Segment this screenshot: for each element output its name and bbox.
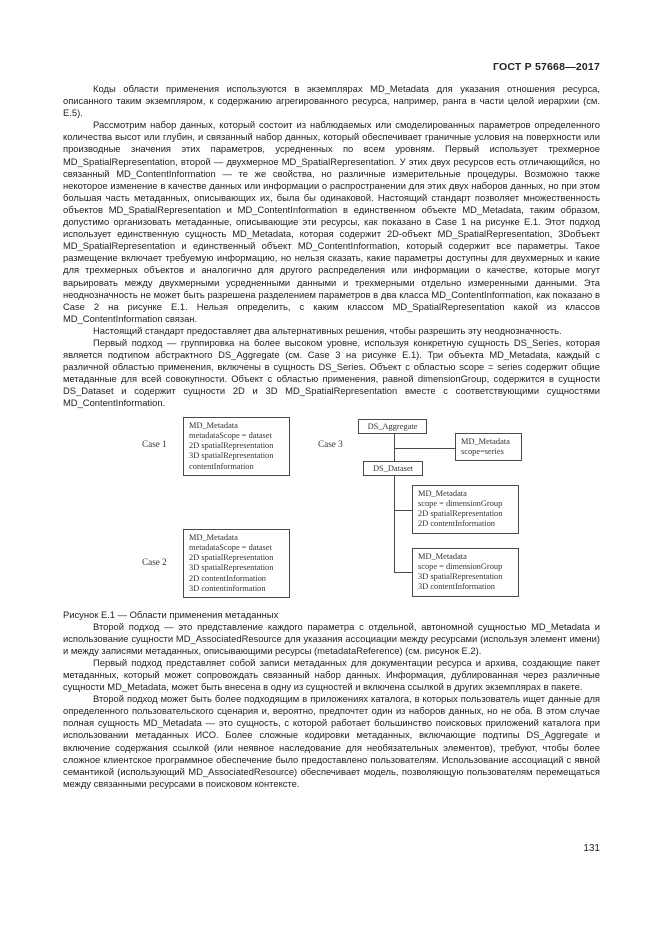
dim2d-box (412, 485, 519, 534)
box-line: 3D spatialRepresentation (189, 563, 274, 573)
paragraph: Первый подход представляет собой записи метаданных для документации ресурса и архива, создающие пакет метаданных, который может сопровождать связанный набор данных. Информация, дублированная через различные сущности MD_Metadata, может быть внесена в одну из сущностей и включена ссылкой в других экземплярах в пакете. (63, 656, 600, 693)
paragraph: Коды области применения используются в экземплярах MD_Metadata для указания отношения ресурса, описанного таким экземпляром, к содержанию агрегированного ресурса, например, ранга в части целой иерархии (см. Е.5). (63, 83, 600, 119)
box-line: MD_Metadata (189, 420, 238, 430)
box-line: 3D spatialRepresentation (189, 451, 274, 461)
box-line: 2D spatialRepresentation (418, 509, 503, 519)
paragraph: Второй подход — это представление каждого параметра с отдельной, автономной сущностью MD_Metadata и использование сущности MD_AssociatedResource для указания ассоциации между ресурсами (используя элемент имени) и между записями метаданных, описывающими ресурсы (metadataReference) (см. рисунок Е.2). (63, 620, 600, 656)
paragraph: Рассмотрим набор данных, который состоит из наблюдаемых или смоделированных параметров определенного количества высот или глубин, и связанный набор данных, который обеспечивает граничные условия на поверхности или производные значения этих параметров, усредненных по всем уровням. Первый использует трехмерное MD_SpatialRepresentation, второй — двухмерное MD_SpatialRepresentation. У этих двух ресурсов есть отличающийся, но связанный MD_ContentInformation — те же свойства, но различные измерительные процедуры. Возможно также некоторое изменение в качестве данных или информации о распространении для этих двух наборов данных, но при этом большая часть метаданных, описывающих их, была бы одинаковой. Настоящий стандарт позволяет множественность объектов MD_SpatialRepresentation и MD_ContentInformation в единственном объекте MD_Metadata, таким образом, допустимо организовать метаданные, описывающие эти ресурсы, как показано в Case 1 на рисунке Е.1. Этот подход использует единственную сущность MD_Metadata, которая содержит 2D-объект MD_SpatialRepresentation, 3Dобъект MD_SpatialRepresentation и единственный объект MD_ContentInformation, который содержит все параметры. Такое размещение включает требуемую информацию, но нельзя сказать, какие параметры доступны для двухмерных и какие для трехмерных объектов и аналогично для другого распределения или информации о качестве, которые могут варьировать между двухмерными усредненными данными и трехмерными отдельно измеренными данными. Эта неоднозначность не может быть разрешена разделением параметров в два класса MD_ContentInformation, как показано в Case 2 на рисунке Е.1. Нельзя определить, с каким классом MD_SpatialRepresentation какой из классов MD_ContentInformation связан. (63, 119, 600, 324)
case2-label: Case 2 (142, 556, 167, 567)
paragraph: Второй подход может быть более подходящим в приложениях каталога, в которых пользователь ищет данные для определенного пользовательского сценария и, вероятно, предпочтет один из наборов данных, но не оба. В этом случае полная сущность MD_Metadata — это сущность, с которой работает большинство поисковых приложений каталога при использовании метаданных ИСО. Более сложные кодировки метаданных, включающие подтипы DS_Aggregate и включение содержания ссылкой (или неявное наследование для необязательных элементов), требуют, чтобы более сложное клиентское программное обеспечение было предоставлено пользователям. Использование ассоциаций с явной семантикой (использующий MD_AssociatedResource) обеспечивает модель, позволяющую пользователям перемещаться между связанными ресурсами в поисковом контексте. (63, 693, 600, 789)
box-line: 3D contentInformation (418, 582, 495, 592)
case2-box (183, 529, 290, 599)
box-line: 3D spatialRepresentation (418, 572, 503, 582)
box-line: scope = dimensionGroup (418, 498, 503, 508)
box-line: MD_Metadata (461, 436, 510, 446)
figure-caption: Рисунок Е.1 — Области применения метаданных (63, 608, 279, 620)
ds-aggregate-box: DS_Aggregate (358, 419, 427, 434)
doc-number-header: ГОСТ Р 57668—2017 (492, 61, 600, 73)
box-line: metadataScope = dataset (189, 430, 272, 440)
box-line: metadataScope = dataset (189, 542, 272, 552)
figure-e1-diagram (63, 417, 600, 609)
series-box (455, 433, 522, 462)
box-line: contentInformation (189, 461, 254, 471)
connector-dataset-trunk (394, 475, 395, 573)
case1-box (183, 417, 290, 476)
box-line: 3D contentinformation (189, 584, 266, 594)
ds-dataset-box: DS_Dataset (363, 461, 423, 476)
paragraph: Первый подход — группировка на более высоком уровне, используя конкретную сущность DS_Series, которая является подтипом абстрактного DS_Aggregate (см. Case 3 на рисунке Е.1). Три объекта MD_Metadata, каждый с различной областью применения, включены в сущность DS_Series. Объект с областью scope = series содержит общие метаданные для всей совокупности. Объект с областью применения, равной dimensionGroup, содержится в сущности DS_Dataset и содержит сущности 2D и 3D MD_SpatialRepresentation вместе с соответствующими сущностями MD_ContentInformation. (63, 336, 600, 409)
box-line: 2D spatialRepresentation (189, 441, 274, 451)
box-line: MD_Metadata (418, 551, 467, 561)
dim3d-box (412, 548, 519, 597)
page-number: 131 (583, 843, 600, 854)
box-line: 2D spatialRepresentation (189, 553, 274, 563)
connector-aggregate-to-dataset (394, 433, 395, 461)
connector-to-3d-box (394, 572, 412, 573)
box-line: 2D contentInformation (189, 573, 266, 583)
connector-to-series-box (394, 448, 455, 449)
connector-to-2d-box (394, 510, 412, 511)
box-line: scope = dimensionGroup (418, 561, 503, 571)
box-line: MD_Metadata (418, 488, 467, 498)
box-line: 2D contentInformation (418, 519, 495, 529)
case1-label: Case 1 (142, 438, 167, 449)
box-line: MD_Metadata (189, 532, 238, 542)
box-line: scope=series (461, 446, 504, 456)
page-content (63, 83, 600, 790)
paragraph: Настоящий стандарт предоставляет два альтернативных решения, чтобы разрешить эту неоднозначность. (93, 324, 562, 336)
case3-label: Case 3 (318, 438, 343, 449)
